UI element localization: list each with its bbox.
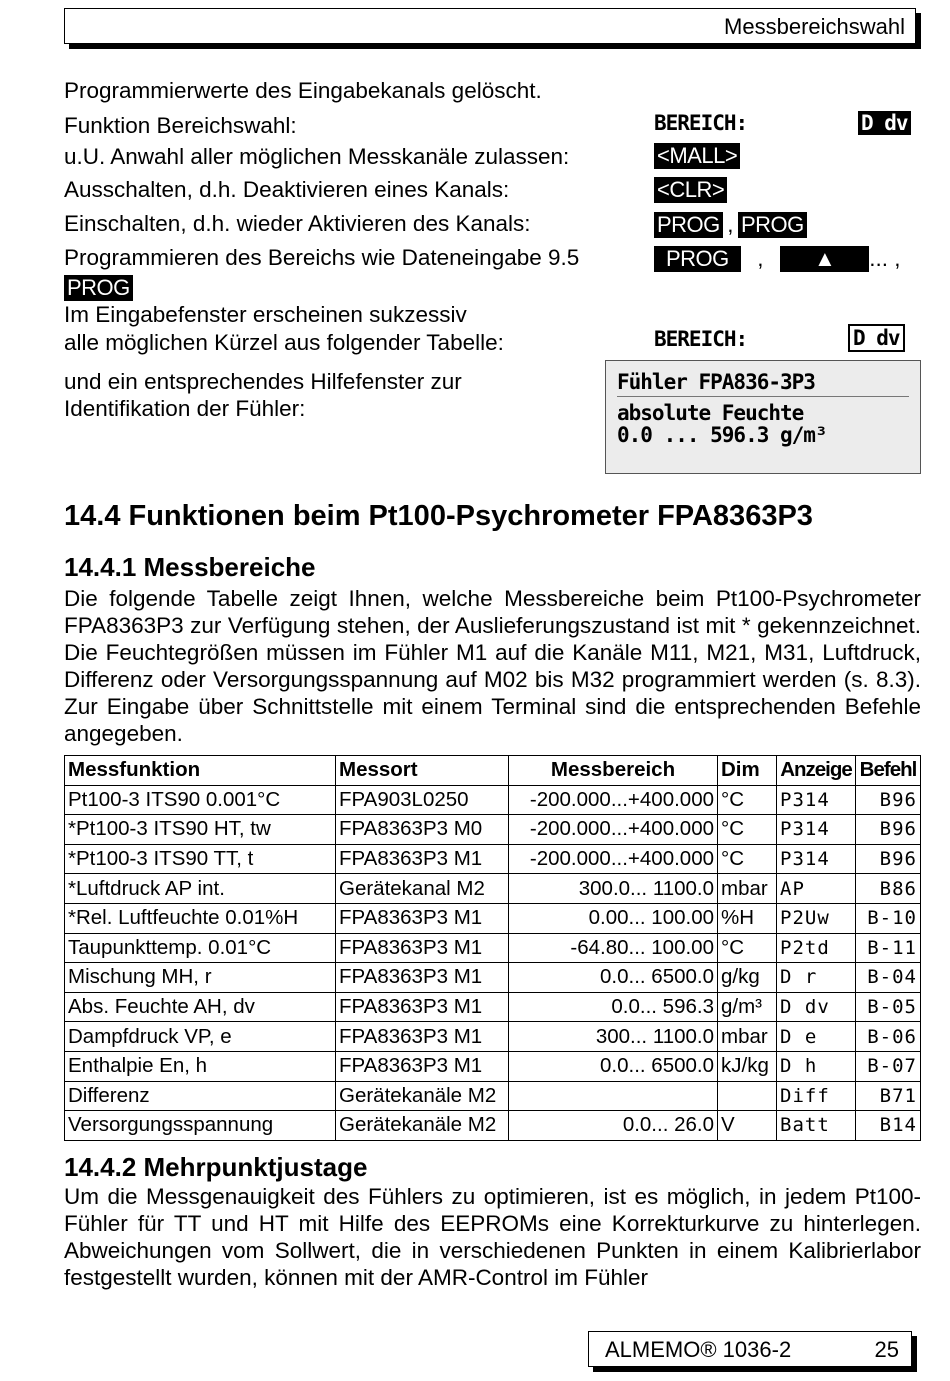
clr-key-label: <CLR> [654, 177, 727, 203]
lcd-value-boxed: D dv [848, 324, 905, 352]
prog-up-key-row [654, 245, 901, 273]
table-row [65, 815, 921, 845]
table-cell: Differenz [65, 1081, 336, 1111]
comma: , [727, 212, 734, 237]
table-cell: 0.0... 26.0 [509, 1111, 718, 1141]
table-row [65, 1051, 921, 1081]
table-cell: -200.000...+400.000 [509, 785, 718, 815]
table-cell: B71 [856, 1081, 921, 1111]
intro-line: u.U. Anwahl aller möglichen Messkanäle zulassen: [64, 144, 570, 169]
table-cell: kJ/kg [718, 1051, 777, 1081]
table-cell: °C [718, 815, 777, 845]
intro-line: Identifikation der Fühler: [64, 396, 306, 421]
table-row [65, 1111, 921, 1141]
table-row [65, 903, 921, 933]
intro-line: und ein entsprechendes Hilfefenster zur [64, 369, 462, 394]
table-cell: FPA8363P3 M1 [336, 844, 509, 874]
table-cell: Diff [777, 1081, 856, 1111]
table-row [65, 785, 921, 815]
table-body [65, 785, 921, 1140]
arrow-up-icon: ▲ [780, 246, 869, 272]
page-footer [588, 1331, 912, 1367]
table-cell [718, 1081, 777, 1111]
table-cell: FPA8363P3 M1 [336, 963, 509, 993]
intro-line: Ausschalten, d.h. Deaktivieren eines Kanals: [64, 177, 510, 202]
table-cell: %H [718, 903, 777, 933]
table-row [65, 963, 921, 993]
intro-line: Funktion Bereichswahl: [64, 113, 297, 138]
prog-key-row [654, 211, 807, 239]
table-cell: P2td [777, 933, 856, 963]
table-cell: 300... 1100.0 [509, 1022, 718, 1052]
table-cell: -200.000...+400.000 [509, 844, 718, 874]
clr-key [654, 177, 727, 203]
table-cell: 300.0... 1100.0 [509, 874, 718, 904]
table-cell: g/m³ [718, 992, 777, 1022]
prog-key-label: PROG [654, 246, 741, 272]
lcd-bereich-label: BEREICH: [654, 111, 748, 135]
paragraph-measuring-ranges: Die folgende Tabelle zeigt Ihnen, welche Messbereiche beim Pt100-Psychrometer FPA8363P3 zur Verfügung stehen, der Auslieferungszustand ist mit * gekennzeichnet. Die Feuchtegrößen müssen im Fühler M1 auf die Kanäle M11, M21, M31, Luftdruck, Differenz oder Versorgungsspannung auf M02 bis M32 programmiert werden (s. 8.3). Zur Eingabe über Schnittstelle mit einem Terminal sind die entsprechenden Befehle angegeben. [64, 586, 921, 746]
lcd-bereich-label: BEREICH: [654, 327, 748, 351]
table-cell: B-10 [856, 903, 921, 933]
mall-key-label: <MALL> [654, 143, 740, 169]
intro-line: Im Eingabefenster erscheinen sukzessiv [64, 302, 467, 327]
table-cell: FPA8363P3 M1 [336, 1051, 509, 1081]
table-cell: B96 [856, 785, 921, 815]
table-cell: Taupunkttemp. 0.01°C [65, 933, 336, 963]
table-cell: FPA8363P3 M1 [336, 992, 509, 1022]
table-cell: Pt100-3 ITS90 0.001°C [65, 785, 336, 815]
table-cell: Mischung MH, r [65, 963, 336, 993]
table-cell: °C [718, 933, 777, 963]
table-cell: Dampfdruck VP, e [65, 1022, 336, 1052]
table-cell: *Pt100-3 ITS90 HT, tw [65, 815, 336, 845]
table-row [65, 844, 921, 874]
table-cell: D dv [777, 992, 856, 1022]
table-cell: -64.80... 100.00 [509, 933, 718, 963]
table-cell: V [718, 1111, 777, 1141]
table-cell: P314 [777, 815, 856, 845]
table-cell: -200.000...+400.000 [509, 815, 718, 845]
table-cell: D h [777, 1051, 856, 1081]
table-cell: B14 [856, 1111, 921, 1141]
lcd-value-inverted: D dv [858, 111, 911, 135]
table-cell: B86 [856, 874, 921, 904]
table-cell: Batt [777, 1111, 856, 1141]
table-cell: P314 [777, 785, 856, 815]
table-cell: D e [777, 1022, 856, 1052]
table-cell: 0.0... 596.3 [509, 992, 718, 1022]
help-divider [617, 396, 909, 397]
table-cell [509, 1081, 718, 1111]
table-cell: *Rel. Luftfeuchte 0.01%H [65, 903, 336, 933]
table-cell: B-04 [856, 963, 921, 993]
ellipsis: ... , [869, 246, 901, 271]
table-cell: B-05 [856, 992, 921, 1022]
table-cell: P314 [777, 844, 856, 874]
col-header: Befehl [856, 756, 921, 786]
comma: , [757, 246, 764, 271]
intro-line: alle möglichen Kürzel aus folgender Tabelle: [64, 330, 504, 355]
table-cell: °C [718, 844, 777, 874]
page-number: 25 [874, 1337, 899, 1362]
table-cell: 0.0... 6500.0 [509, 1051, 718, 1081]
col-header: Messort [336, 756, 509, 786]
table-cell: °C [718, 785, 777, 815]
table-cell: Enthalpie En, h [65, 1051, 336, 1081]
header-title: Messbereichswahl [724, 14, 905, 39]
table-cell: Gerätekanal M2 [336, 874, 509, 904]
mall-key [654, 143, 740, 169]
table-cell: B96 [856, 844, 921, 874]
col-header: Anzeige [777, 756, 856, 786]
intro-line: Programmierwerte des Eingabekanals gelöscht. [64, 78, 542, 103]
col-header: Dim [718, 756, 777, 786]
table-cell: B-11 [856, 933, 921, 963]
table-row [65, 1022, 921, 1052]
col-header: Messbereich [509, 756, 718, 786]
table-row [65, 1081, 921, 1111]
prog-key [64, 275, 133, 301]
table-cell: Gerätekanäle M2 [336, 1081, 509, 1111]
table-cell: 0.0... 6500.0 [509, 963, 718, 993]
table-cell: 0.00... 100.00 [509, 903, 718, 933]
prog-key-label: PROG [654, 212, 723, 238]
help-window [605, 360, 921, 474]
table-cell: g/kg [718, 963, 777, 993]
table-cell: *Pt100-3 ITS90 TT, t [65, 844, 336, 874]
table-cell: Abs. Feuchte AH, dv [65, 992, 336, 1022]
subsection-title: 14.4.2 Mehrpunktjustage [64, 1152, 368, 1182]
footer-label: ALMEMO® 1036-2 [605, 1337, 792, 1362]
table-cell: B96 [856, 815, 921, 845]
table-cell: D r [777, 963, 856, 993]
table-cell: FPA903L0250 [336, 785, 509, 815]
table-cell: FPA8363P3 M1 [336, 903, 509, 933]
table-cell: mbar [718, 874, 777, 904]
help-quantity-line: absolute Feuchte [617, 401, 804, 425]
table-row [65, 874, 921, 904]
prog-key-label: PROG [64, 275, 133, 301]
table-cell: B-07 [856, 1051, 921, 1081]
intro-line: Programmieren des Bereichs wie Dateneingabe 9.5 [64, 245, 580, 270]
prog-key-label: PROG [738, 212, 807, 238]
section-title: 14.4 Funktionen beim Pt100-Psychrometer FPA8363P3 [64, 500, 813, 532]
table-row [65, 992, 921, 1022]
page-header [64, 8, 916, 44]
ranges-table [64, 755, 921, 1141]
col-header: Messfunktion [65, 756, 336, 786]
table-cell: AP [777, 874, 856, 904]
table-cell: FPA8363P3 M1 [336, 1022, 509, 1052]
help-sensor-line: Fühler FPA836-3P3 [617, 370, 815, 394]
table-header-row [65, 756, 921, 786]
table-cell: FPA8363P3 M1 [336, 933, 509, 963]
table-cell: *Luftdruck AP int. [65, 874, 336, 904]
help-range-line: 0.0 ... 596.3 g/m³ [617, 423, 827, 447]
intro-line: Einschalten, d.h. wieder Aktivieren des Kanals: [64, 211, 531, 236]
table-cell: mbar [718, 1022, 777, 1052]
table-cell: B-06 [856, 1022, 921, 1052]
table-cell: Gerätekanäle M2 [336, 1111, 509, 1141]
paragraph-multipoint: Um die Messgenauigkeit des Fühlers zu optimieren, ist es möglich, in jedem Pt100-Fühler für TT und HT mit Hilfe des EEPROMs eine Korrekturkurve zu hinterlegen. Abweichungen vom Sollwert, die in verschiedenen Punkten in einem Kalibrierlabor festgestellt wurden, können mit der AMR-Control im Fühler [64, 1184, 921, 1290]
table-cell: P2Uw [777, 903, 856, 933]
subsection-title: 14.4.1 Messbereiche [64, 552, 316, 582]
table-row [65, 933, 921, 963]
table-cell: Versorgungsspannung [65, 1111, 336, 1141]
table-cell: FPA8363P3 M0 [336, 815, 509, 845]
